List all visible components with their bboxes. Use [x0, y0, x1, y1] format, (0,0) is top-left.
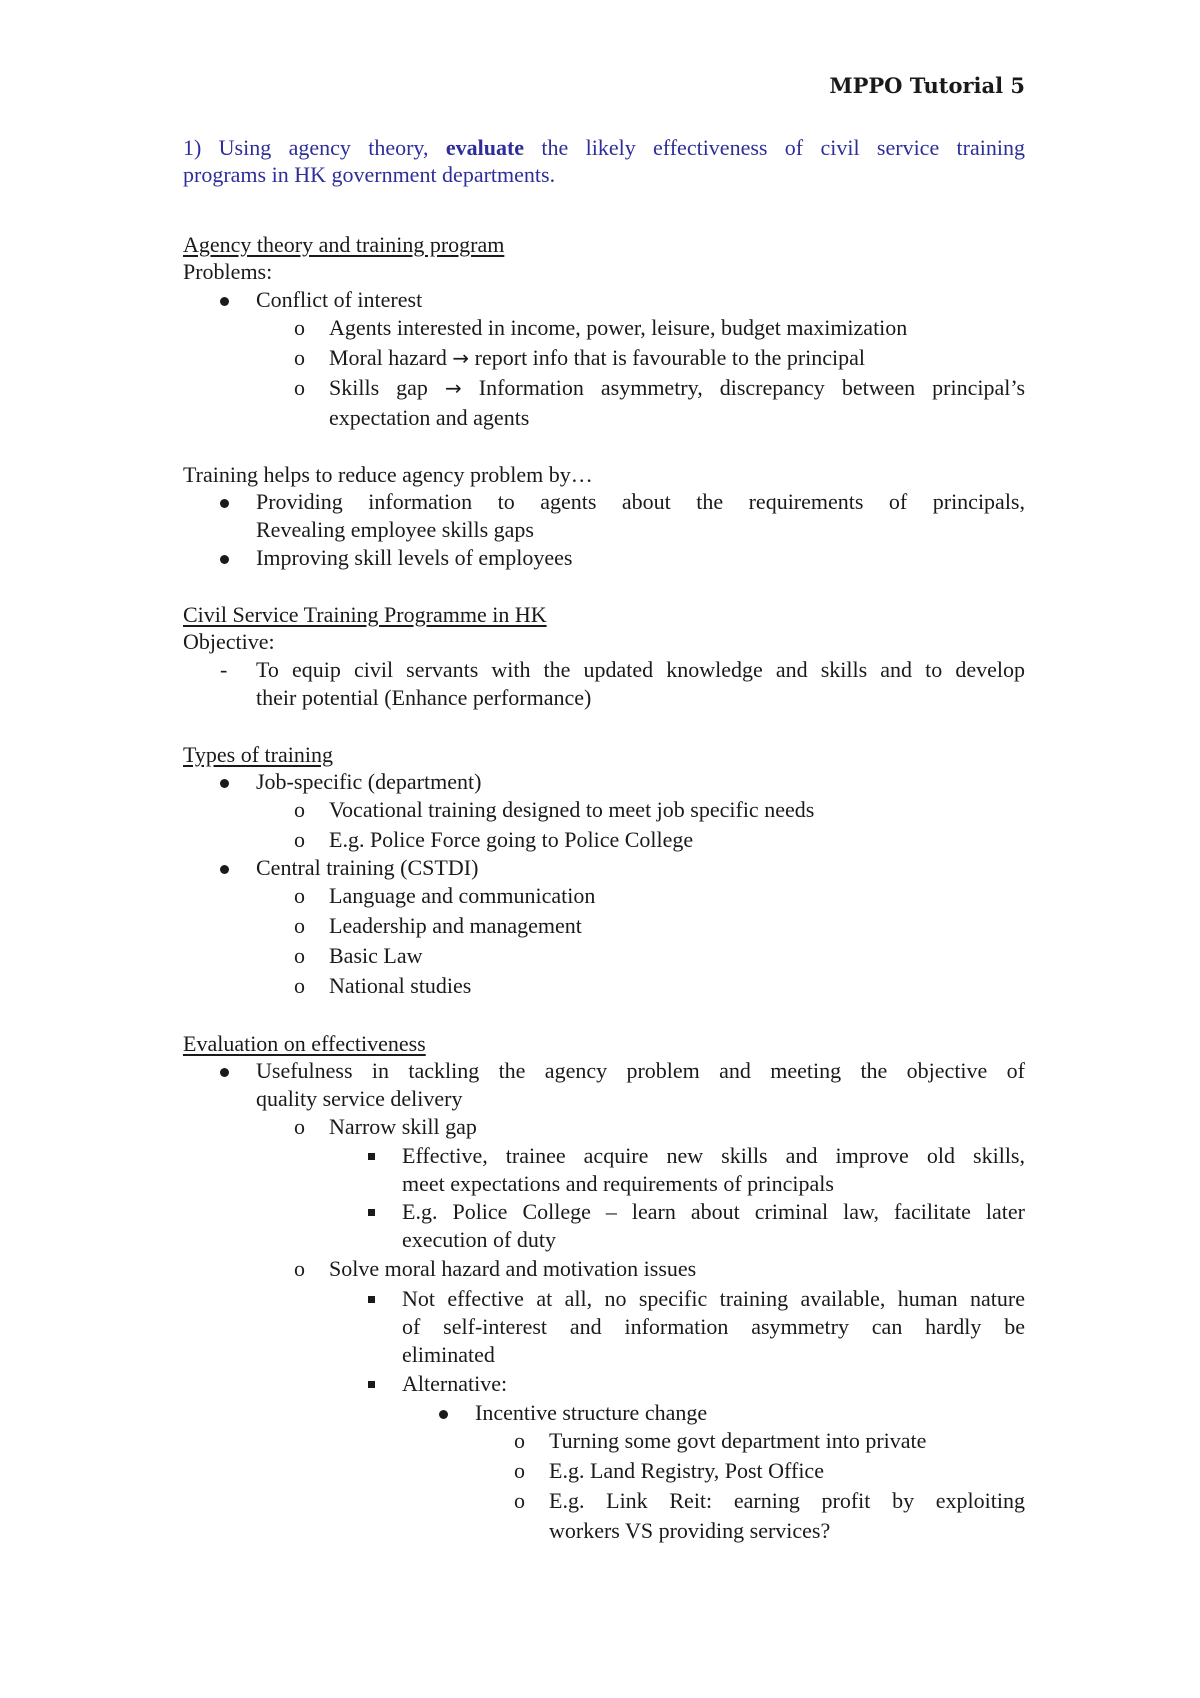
- land-registry-item: E.g. Land Registry, Post Office: [549, 1458, 824, 1483]
- objective-text-cont: their potential (Enhance performance): [256, 685, 592, 710]
- effective-item: Effective, trainee acquire new skills and improve old skills,: [402, 1143, 1025, 1168]
- language-item: Language and communication: [329, 883, 596, 908]
- moral-hazard-term: Moral hazard: [329, 345, 447, 370]
- ring-marker: o: [294, 883, 305, 908]
- evaluation-heading: Evaluation on effectiveness: [183, 1031, 426, 1056]
- dash-marker: -: [220, 657, 228, 682]
- conflict-item: Conflict of interest: [256, 287, 423, 312]
- question-keyword: evaluate: [445, 135, 525, 160]
- bullet-dot: [439, 1410, 448, 1419]
- arrow-right-icon: →: [444, 376, 462, 400]
- vocational-item: Vocational training designed to meet job specific needs: [329, 797, 815, 822]
- solve-moral-hazard-item: Solve moral hazard and motivation issues: [329, 1256, 697, 1281]
- ring-marker: o: [514, 1458, 525, 1483]
- ring-marker: o: [294, 797, 305, 822]
- leadership-item: Leadership and management: [329, 913, 582, 938]
- national-studies-item: National studies: [329, 973, 472, 998]
- agency-heading: Agency theory and training program: [183, 232, 505, 257]
- not-effective-item-cont: of self-interest and information asymmetry can hardly be: [402, 1314, 1025, 1339]
- central-training-item: Central training (CSTDI): [256, 855, 479, 880]
- job-specific-item: Job-specific (department): [256, 769, 482, 794]
- ring-marker: o: [294, 375, 305, 400]
- skills-gap-item: [329, 374, 1025, 402]
- not-effective-item-end: eliminated: [402, 1342, 495, 1367]
- question-rest: the likely effectiveness of civil service training: [541, 135, 1025, 160]
- square-bullet: [368, 1296, 375, 1303]
- not-effective-item: Not effective at all, no specific training available, human nature: [402, 1286, 1025, 1311]
- ring-marker: o: [514, 1488, 525, 1513]
- objective-label: Objective:: [183, 629, 275, 654]
- skills-gap-term: Skills gap: [329, 375, 428, 400]
- question-line-1: [183, 134, 1025, 162]
- cstp-heading: Civil Service Training Programme in HK: [183, 602, 547, 627]
- bullet-dot: [220, 499, 229, 508]
- effective-item-cont: meet expectations and requirements of principals: [402, 1171, 834, 1196]
- types-heading: Types of training: [183, 742, 333, 767]
- basic-law-item: Basic Law: [329, 943, 423, 968]
- document-header: MPPO Tutorial 5: [829, 73, 1025, 98]
- ring-marker: o: [294, 943, 305, 968]
- moral-hazard-desc: report info that is favourable to the principal: [474, 345, 866, 370]
- question-prefix: 1) Using agency theory,: [183, 135, 429, 160]
- square-bullet: [368, 1381, 375, 1388]
- link-reit-item: E.g. Link Reit: earning profit by exploiting: [549, 1488, 1025, 1513]
- bullet-dot: [220, 1068, 229, 1077]
- ring-marker: o: [294, 315, 305, 340]
- arrow-right-icon: →: [452, 346, 470, 370]
- usefulness-item-cont: quality service delivery: [256, 1086, 463, 1111]
- incentive-item: Incentive structure change: [475, 1400, 708, 1425]
- ring-marker: o: [514, 1428, 525, 1453]
- police-college-item: E.g. Police College – learn about criminal law, facilitate later: [402, 1199, 1025, 1224]
- bullet-dot: [220, 865, 229, 874]
- bullet-dot: [220, 297, 229, 306]
- moral-hazard-item: [329, 344, 865, 372]
- bullet-dot: [220, 555, 229, 564]
- skills-gap-desc: Information asymmetry, discrepancy between principal’s: [478, 375, 1026, 400]
- providing-item: Providing information to agents about the requirements of principals,: [256, 489, 1025, 514]
- narrow-skill-gap-item: Narrow skill gap: [329, 1114, 477, 1139]
- usefulness-item: Usefulness in tackling the agency problem and meeting the objective of: [256, 1058, 1025, 1083]
- problems-label: Problems:: [183, 259, 273, 284]
- improving-item: Improving skill levels of employees: [256, 545, 573, 570]
- question-line-2: programs in HK government departments.: [183, 162, 556, 187]
- skills-gap-cont: expectation and agents: [329, 405, 530, 430]
- square-bullet: [368, 1153, 375, 1160]
- police-force-item: E.g. Police Force going to Police College: [329, 827, 694, 852]
- private-item: Turning some govt department into private: [549, 1428, 927, 1453]
- ring-marker: o: [294, 1114, 305, 1139]
- police-college-item-cont: execution of duty: [402, 1227, 556, 1252]
- alternative-item: Alternative:: [402, 1371, 508, 1396]
- providing-item-cont: Revealing employee skills gaps: [256, 517, 534, 542]
- ring-marker: o: [294, 973, 305, 998]
- ring-marker: o: [294, 345, 305, 370]
- ring-marker: o: [294, 913, 305, 938]
- link-reit-item-cont: workers VS providing services?: [549, 1518, 831, 1543]
- training-intro: Training helps to reduce agency problem by…: [183, 462, 593, 487]
- objective-text: To equip civil servants with the updated knowledge and skills and to develop: [256, 657, 1025, 682]
- ring-marker: o: [294, 827, 305, 852]
- agents-item: Agents interested in income, power, leisure, budget maximization: [329, 315, 908, 340]
- ring-marker: o: [294, 1256, 305, 1281]
- square-bullet: [368, 1209, 375, 1216]
- bullet-dot: [220, 779, 229, 788]
